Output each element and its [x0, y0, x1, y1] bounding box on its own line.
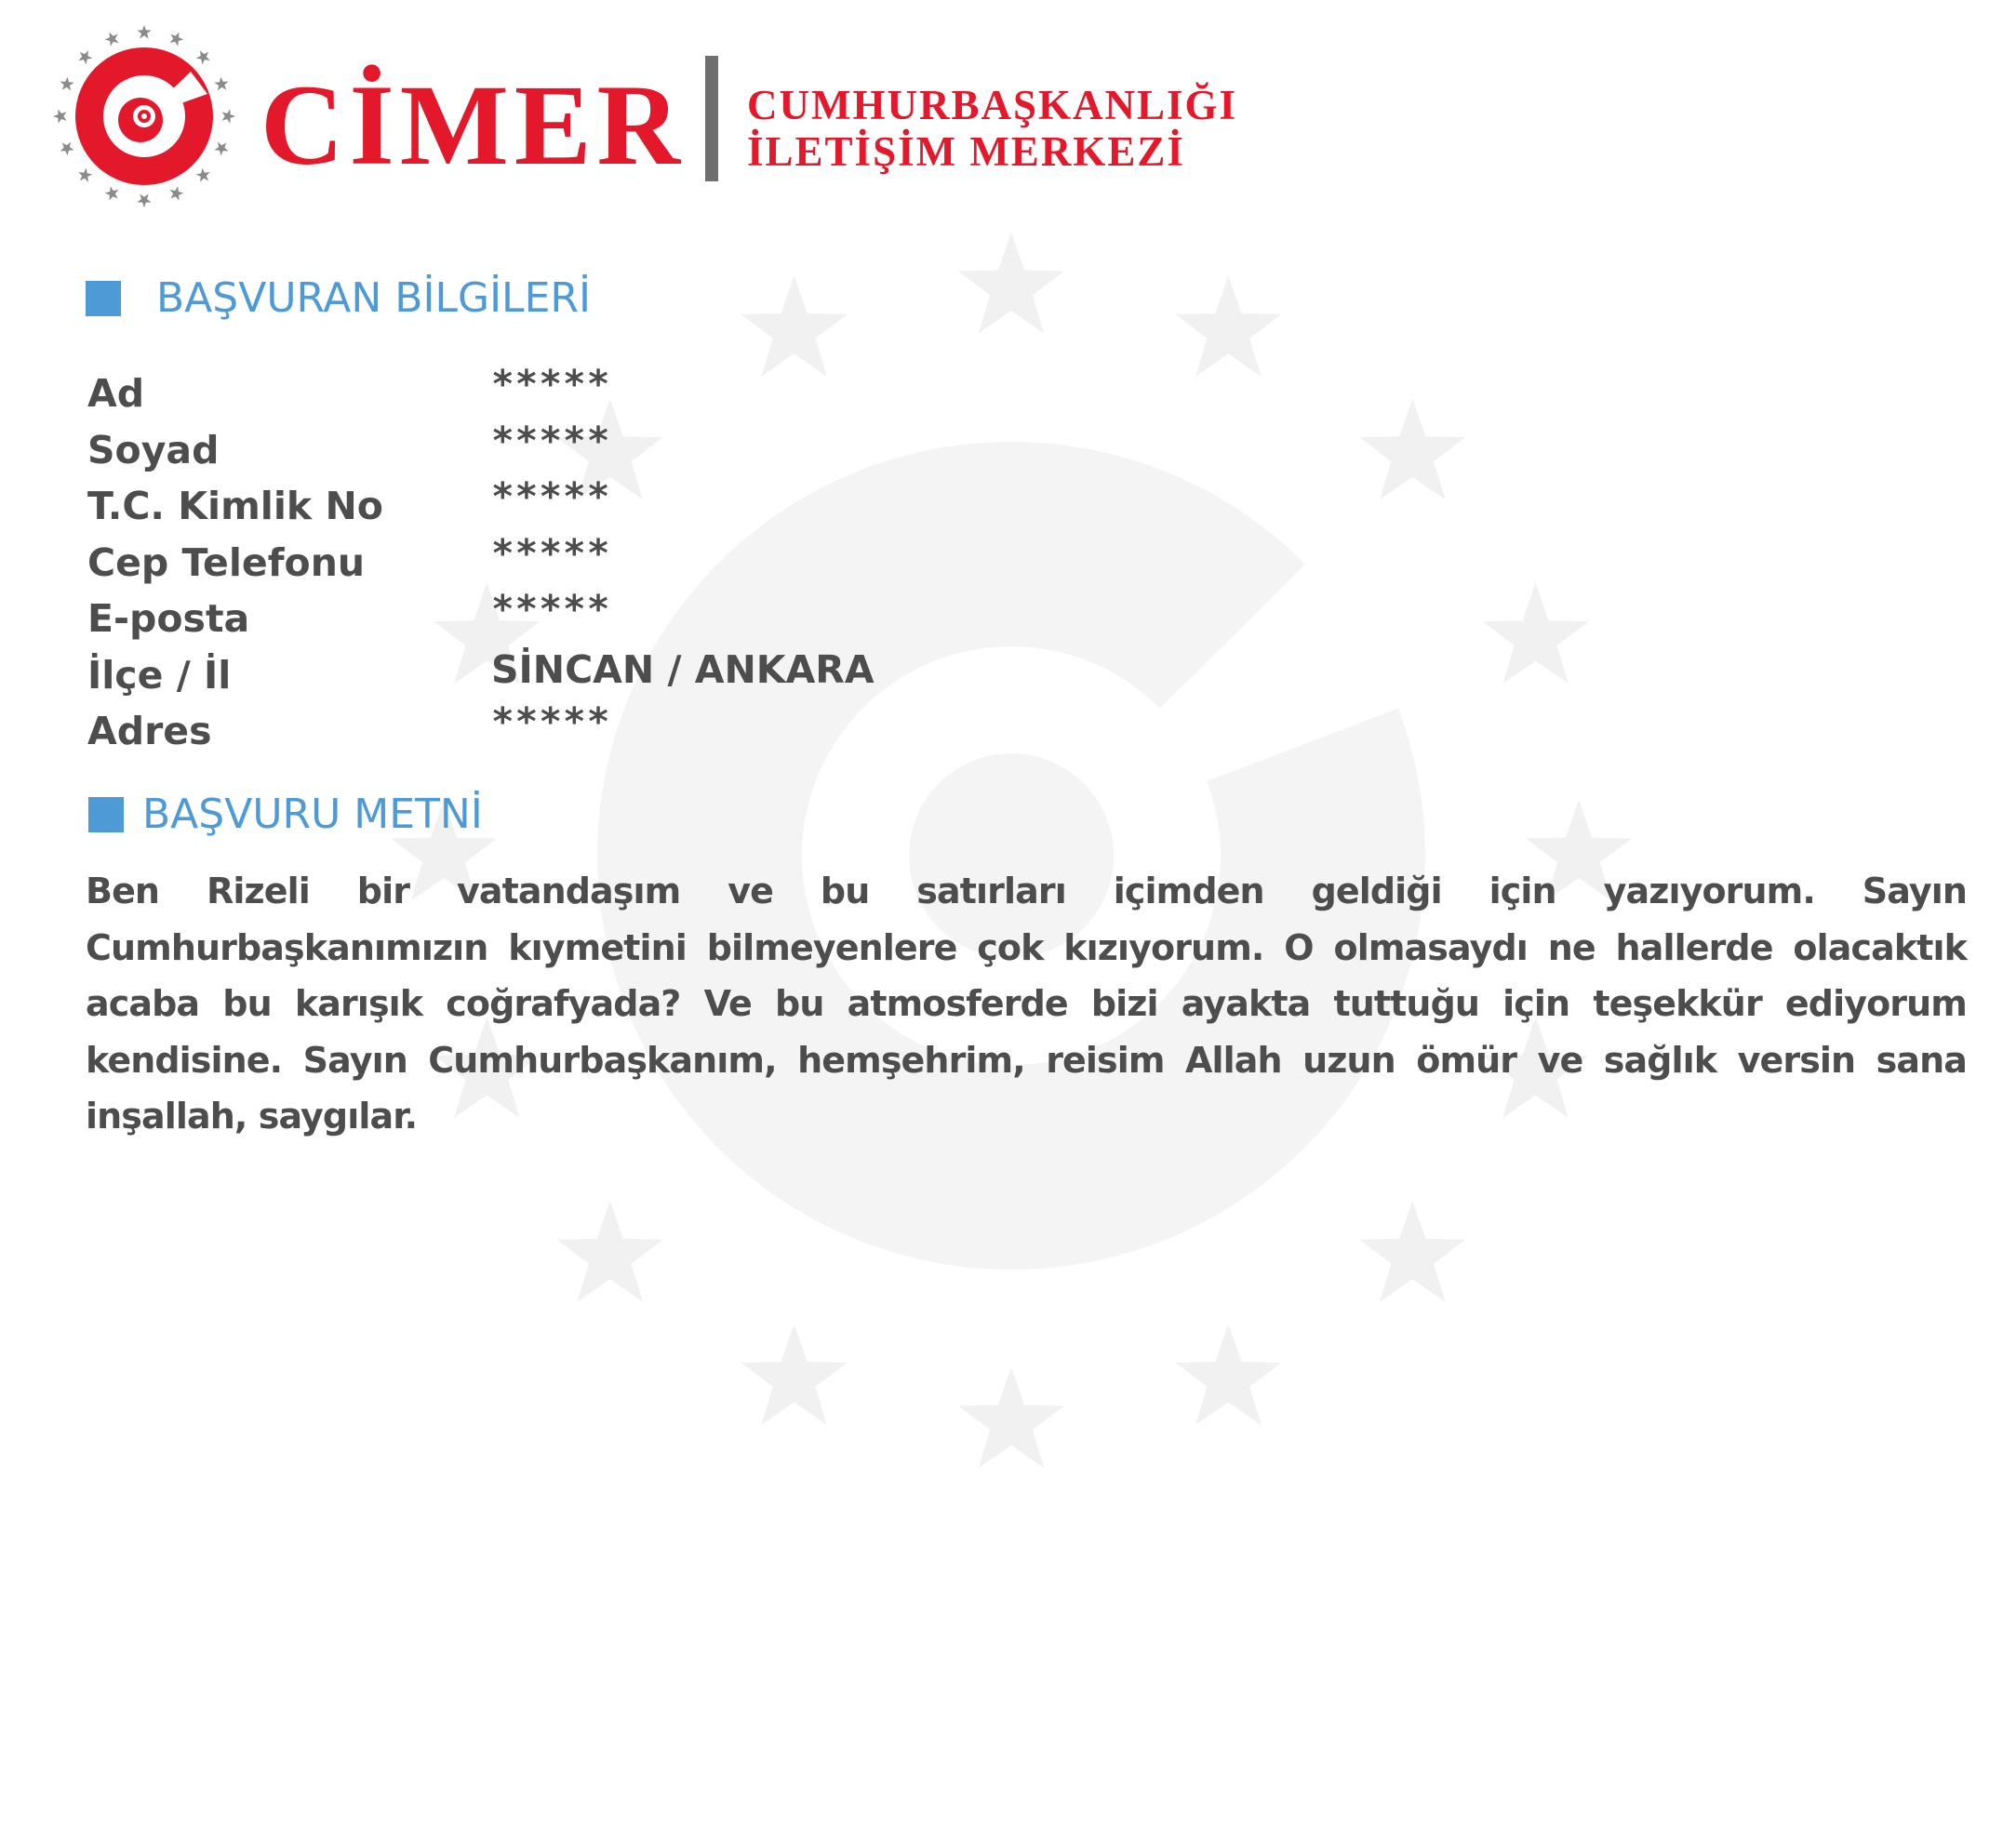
info-label: İlçe / İl	[87, 652, 232, 698]
brand-name: CİMER	[260, 61, 687, 189]
application-section-heading	[88, 791, 483, 838]
info-label: Soyad	[87, 427, 220, 472]
info-value: *****	[491, 418, 611, 463]
applicant-section-heading	[86, 275, 591, 322]
info-value: *****	[491, 530, 611, 576]
subtitle-line-1: CUMHURBAŞKANLIĞI	[747, 82, 1238, 128]
info-value: *****	[491, 362, 611, 406]
info-value: SİNCAN / ANKARA	[491, 646, 874, 692]
info-row-adres	[87, 699, 1018, 765]
application-section-title: BAŞVURU METNİ	[142, 791, 483, 838]
square-bullet-icon	[86, 281, 121, 316]
subtitle-line-2: İLETİŞİM MERKEZİ	[747, 128, 1185, 175]
info-label: T.C. Kimlik No	[87, 484, 383, 528]
info-label: E-posta	[87, 596, 250, 641]
square-bullet-icon	[88, 797, 124, 832]
info-value: *****	[491, 699, 611, 744]
info-label: Adres	[87, 709, 212, 753]
info-row-e-posta	[87, 587, 1018, 652]
info-value: *****	[491, 474, 611, 519]
applicant-section-title: BAŞVURAN BİLGİLERİ	[156, 274, 591, 322]
application-text: Ben Rizeli bir vatandaşım ve bu satırları içimden geldiği için yazıyorum. Sayın Cumhurbaşkanımızın kıymetini bilmeyenlere çok kızıyorum. O olmasaydı ne hallerde olacaktık acaba bu karışık coğrafyada? Ve bu atmosferde bizi ayakta tuttuğu için teşekkür ediyorum kendisine. Sayın Cumhurbaşkanım, hemşehrim, reisim Allah uzun ömür ve sağlık versin sana inşallah, saygılar.	[86, 871, 1967, 1137]
info-label: Cep Telefonu	[87, 539, 366, 585]
info-label: Ad	[87, 371, 145, 416]
applicant-info-table	[87, 362, 1018, 765]
info-value: *****	[491, 587, 611, 632]
